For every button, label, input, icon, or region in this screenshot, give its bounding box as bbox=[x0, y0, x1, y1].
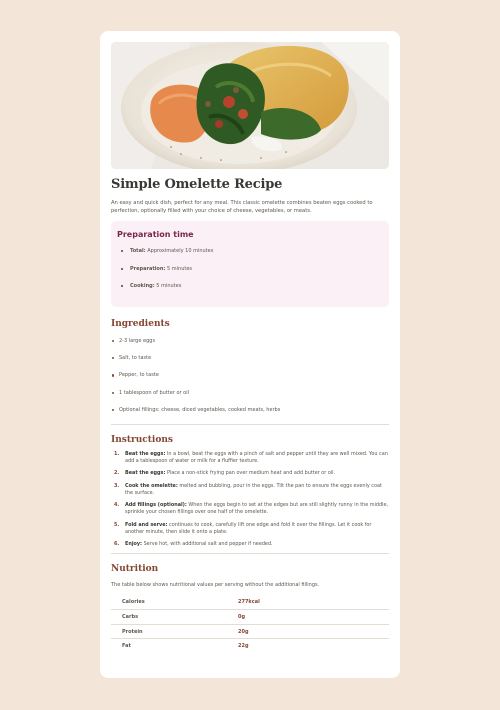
nutrient-value: 20g bbox=[238, 624, 389, 639]
instruction-step: 1. Beat the eggs: In a bowl, beat the eggs with a pinch of salt and pepper until they are well mixed. You can add a tablespoon of water or milk for a fluffier texture. bbox=[114, 450, 388, 464]
ingredients-heading: Ingredients bbox=[111, 319, 170, 329]
ingredient-item: Salt, to taste bbox=[111, 355, 389, 361]
nutrition-section bbox=[111, 564, 389, 653]
instructions-heading: Instructions bbox=[111, 434, 173, 445]
ingredients-section bbox=[111, 319, 389, 413]
nutrient-value: 0g bbox=[238, 610, 389, 625]
prep-item-total: Total: Approximately 10 minutes bbox=[117, 248, 383, 254]
ingredient-item: Optional fillings: cheese, diced vegetables, cooked meats, herbs bbox=[111, 407, 389, 413]
nutrient-label: Carbs bbox=[111, 610, 238, 625]
ingredient-item: Pepper, to taste bbox=[111, 372, 389, 378]
instruction-step: 5. Fold and serve: continues to cook, carefully lift one edge and fold it over the fillings. Let it cook for another minute, then slide it onto a plate. bbox=[114, 521, 372, 535]
prep-item-cooking: Cooking: 5 minutes bbox=[117, 283, 383, 289]
ingredient-item: 1 tablespoon of butter or oil bbox=[111, 390, 389, 396]
nutrient-label: Fat bbox=[111, 639, 238, 654]
table-row bbox=[111, 610, 389, 625]
nutrition-note: The table below shows nutritional values per serving without the additional fillings. bbox=[111, 582, 320, 589]
instruction-step: 4. Add fillings (optional): When the eggs begin to set at the edges but are still slightly runny in the middle, sprinkle your chosen fillings over one half of the omelette. bbox=[114, 502, 389, 516]
nutrient-label: Calories bbox=[122, 599, 145, 606]
table-row bbox=[111, 639, 389, 654]
recipe-title: Simple Omelette Recipe bbox=[111, 177, 283, 192]
section-divider bbox=[111, 553, 389, 554]
omelette-plate-illustration bbox=[111, 42, 389, 169]
preparation-list bbox=[117, 248, 383, 289]
preparation-heading: Preparation time bbox=[117, 230, 194, 239]
nutrient-value: 277kcal bbox=[238, 599, 260, 606]
table-row bbox=[111, 595, 389, 610]
ingredients-list bbox=[111, 338, 389, 413]
nutrient-label: Protein bbox=[111, 624, 238, 639]
nutrition-table bbox=[111, 595, 389, 653]
instruction-step: 2. Beat the eggs: Place a non-stick frying pan over medium heat and add butter or oil. bbox=[114, 470, 336, 477]
instruction-step: 3. Cook the omelette: melted and bubbling, pour in the eggs. Tilt the pan to ensure the eggs evenly coat the surface. bbox=[114, 482, 382, 496]
nutrition-heading: Nutrition bbox=[111, 564, 159, 575]
prep-item-preparation: Preparation: 5 minutes bbox=[117, 266, 383, 272]
ingredient-item: 2-3 large eggs bbox=[111, 338, 389, 344]
preparation-time-box bbox=[111, 221, 389, 307]
nutrient-value: 22g bbox=[238, 639, 389, 654]
recipe-intro: An easy and quick dish, perfect for any meal. This classic omelette combines beaten eggs cooked to perfection, optionally filled with your choice of cheese, vegetables, or meats. bbox=[111, 200, 373, 214]
table-row bbox=[111, 624, 389, 639]
instruction-step: 6. Enjoy: Serve hot, with additional salt and pepper if needed. bbox=[114, 540, 273, 547]
omelette-photo bbox=[111, 42, 389, 169]
instructions-list bbox=[111, 451, 389, 548]
instructions-section bbox=[111, 435, 389, 548]
recipe-card bbox=[100, 31, 400, 678]
section-divider bbox=[111, 424, 389, 425]
